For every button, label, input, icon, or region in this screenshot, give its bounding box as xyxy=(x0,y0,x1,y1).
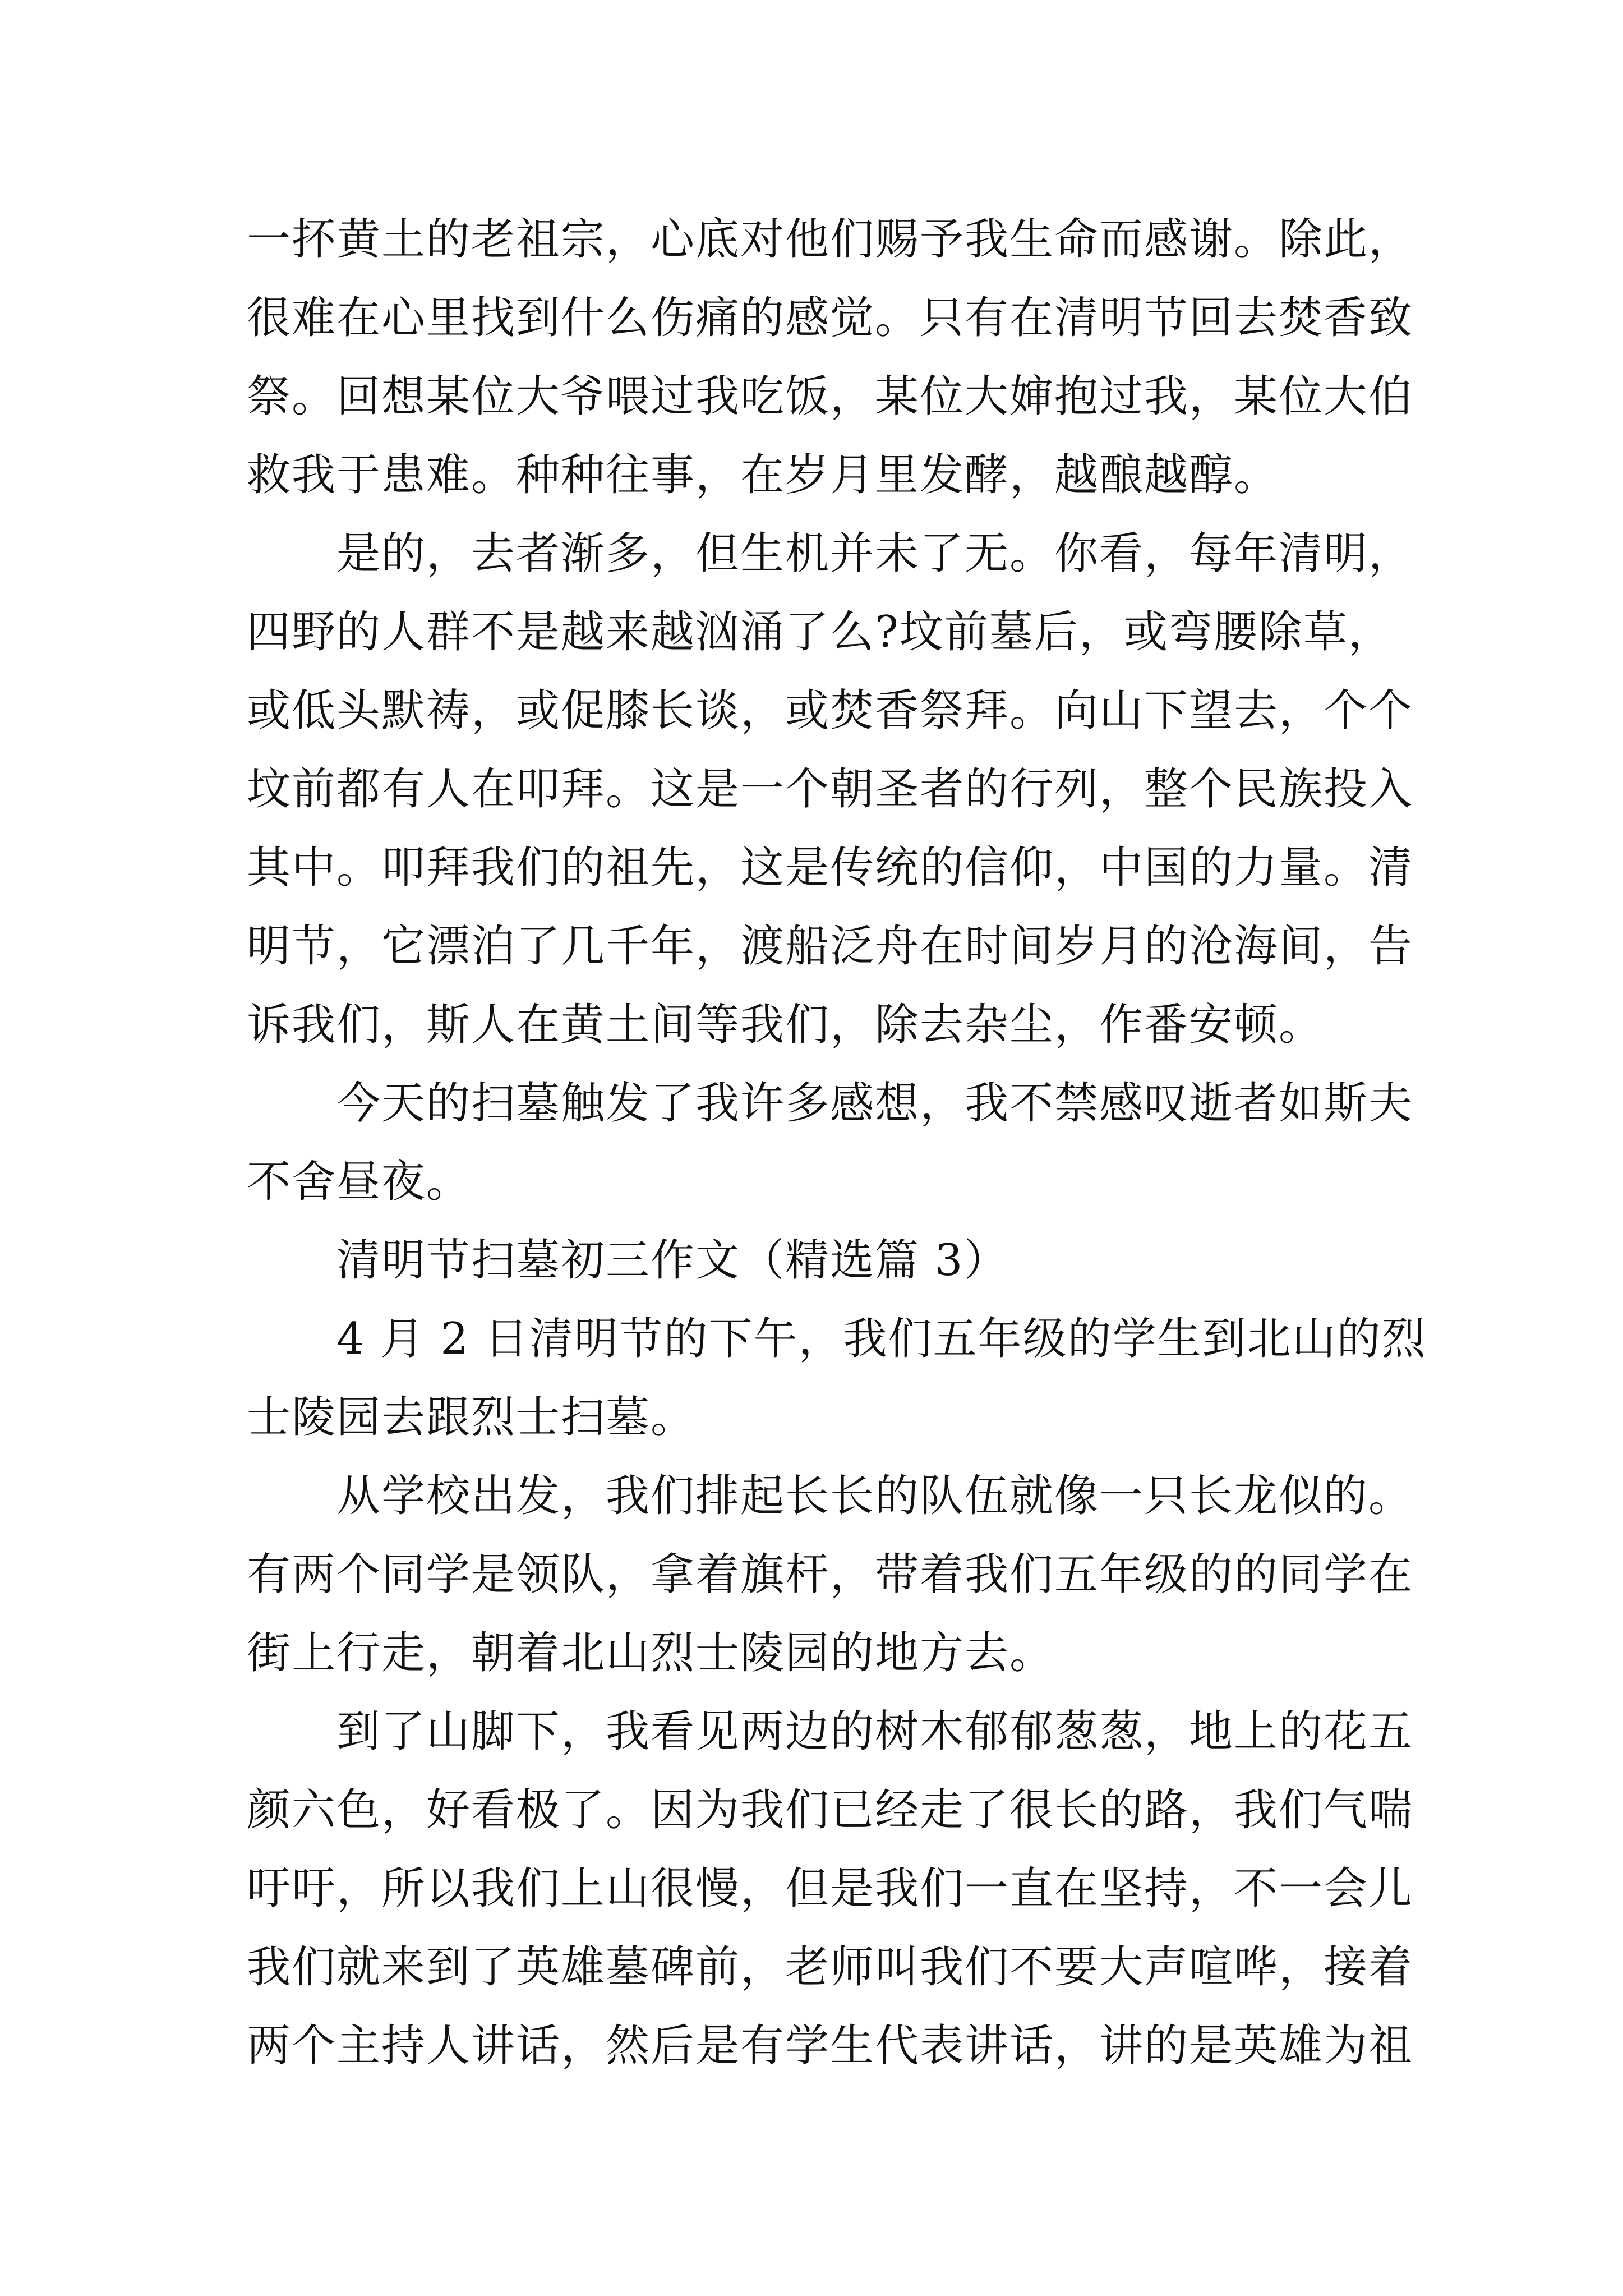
text-line: 四野的人群不是越来越汹涌了么?坟前墓后，或弯腰除草， xyxy=(247,607,1393,657)
paragraph-first-line: 从学校出发，我们排起长长的队伍就像一只长龙似的。 xyxy=(336,1471,1414,1521)
paragraph-first-line: 4 月 2 日清明节的下午，我们五年级的学生到北山的烈 xyxy=(336,1314,1427,1364)
text-line: 或低头默祷，或促膝长谈，或焚香祭拜。向山下望去，个个 xyxy=(247,685,1414,736)
paragraph-first-line: 今天的扫墓触发了我许多感想，我不禁感叹逝者如斯夫 xyxy=(336,1078,1414,1129)
text-line: 诉我们，斯人在黄土间等我们，除去杂尘，作番安顿。 xyxy=(247,1000,1324,1050)
text-line: 其中。叩拜我们的祖先，这是传统的信仰，中国的力量。清 xyxy=(247,843,1414,893)
text-line: 坟前都有人在叩拜。这是一个朝圣者的行列，整个民族投入 xyxy=(247,764,1414,815)
text-line: 颜六色，好看极了。因为我们已经走了很长的路，我们气喘 xyxy=(247,1785,1414,1835)
paragraph-first-line: 到了山脚下，我看见两边的树木郁郁葱葱，地上的花五 xyxy=(336,1706,1414,1757)
text-line: 有两个同学是领队，拿着旗杆，带着我们五年级的的同学在 xyxy=(247,1549,1414,1600)
section-heading: 清明节扫墓初三作文（精选篇 3） xyxy=(336,1235,1009,1286)
text-line: 一抔黄土的老祖宗，心底对他们赐予我生命而感谢。除此， xyxy=(247,214,1414,265)
text-line: 不舍昼夜。 xyxy=(247,1157,472,1207)
text-line: 士陵园去跟烈士扫墓。 xyxy=(247,1392,696,1443)
text-line: 很难在心里找到什么伤痛的感觉。只有在清明节回去焚香致 xyxy=(247,293,1414,343)
text-line: 祭。回想某位大爷喂过我吃饭，某位大婶抱过我，某位大伯 xyxy=(247,371,1414,422)
text-line: 吁吁，所以我们上山很慢，但是我们一直在坚持，不一会儿 xyxy=(247,1864,1414,1914)
text-line: 明节，它漂泊了几千年，渡船泛舟在时间岁月的沧海间，告 xyxy=(247,921,1414,972)
paragraph-first-line: 是的，去者渐多，但生机并未了无。你看，每年清明， xyxy=(336,528,1414,579)
text-line: 两个主持人讲话，然后是有学生代表讲话，讲的是英雄为祖 xyxy=(247,2021,1414,2071)
text-line: 街上行走，朝着北山烈士陵园的地方去。 xyxy=(247,1628,1055,1678)
text-line: 救我于患难。种种往事，在岁月里发酵，越酿越醇。 xyxy=(247,450,1279,500)
text-line: 我们就来到了英雄墓碑前，老师叫我们不要大声喧哗，接着 xyxy=(247,1942,1414,1993)
